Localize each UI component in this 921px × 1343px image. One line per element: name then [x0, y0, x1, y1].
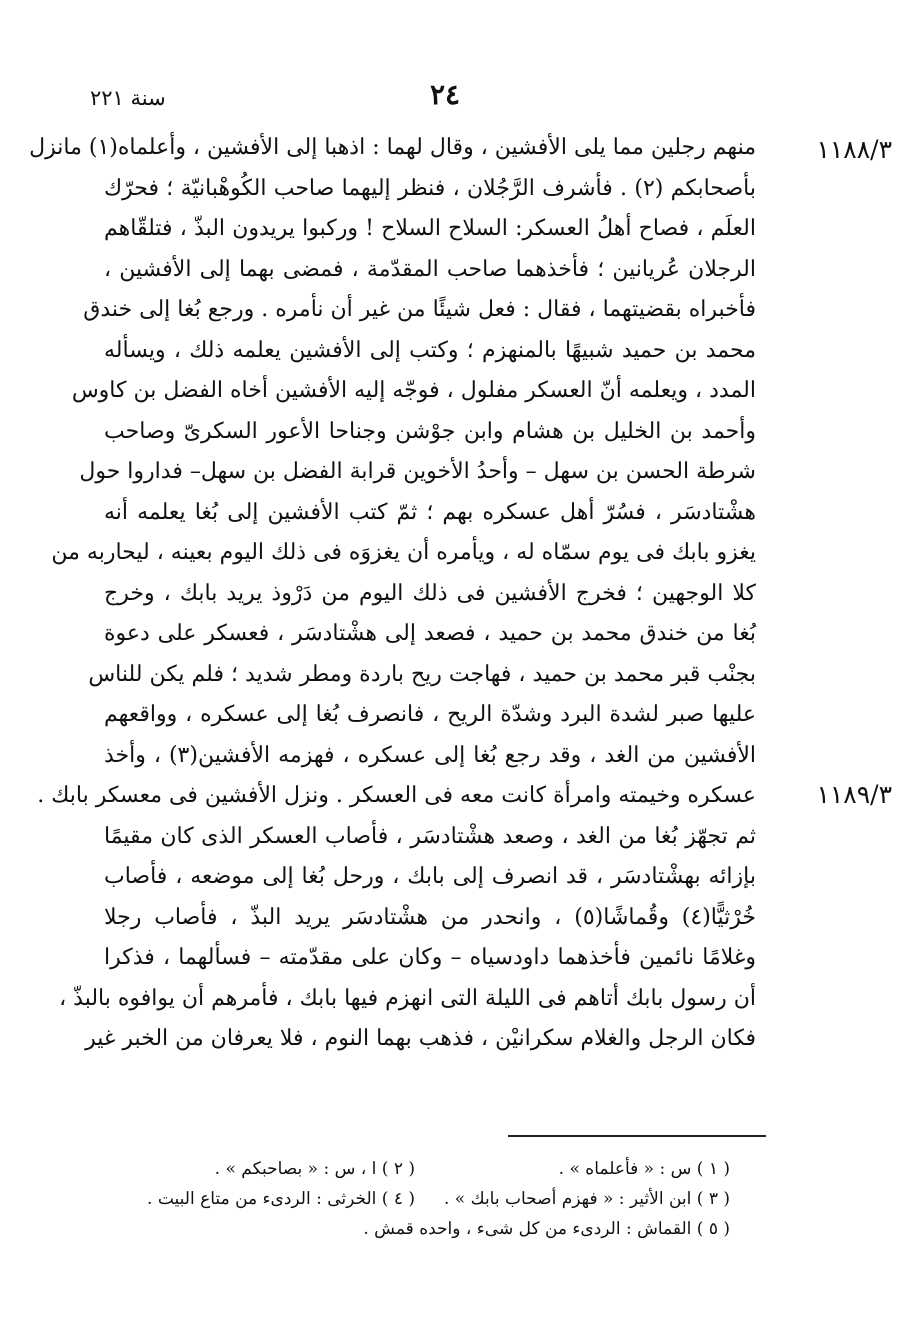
text-line: كلا الوجهين ؛ فخرج الأفشين فى ذلك اليوم من دَرْوذ يريد بابك ، وخرج: [104, 580, 756, 606]
footnote-row: [100, 1154, 730, 1184]
text-line: منهم رجلين مما يلى الأفشين ، وقال لهما : اذهبا إلى الأفشين ، وأعلماه(١) مانزل: [29, 135, 756, 160]
text-line: العلَم ، فصاح أهلُ العسكر: السلاح السلاح ! وركبوا يريدون البذّ ، فتلقّاهم: [104, 216, 756, 241]
text-line: بجنْب قبر محمد بن حميد ، فهاجت ريح باردة ومطر شديد ؛ فلم يكن للناس: [88, 661, 756, 687]
text-line: الرجلان عُريانين ؛ فأخذهما صاحب المقدّمة ، فمضى بهما إلى الأفشين ،: [104, 256, 756, 282]
text-line: محمد بن حميد شبيهًا بالمنهزم ؛ وكتب إلى الأفشين يعلمه ذلك ، ويسأله: [104, 337, 756, 363]
text-line: يغزو بابك فى يوم سمّاه له ، ويأمره أن يغزوَه فى ذلك اليوم بعينه ، ليحاربه من: [51, 540, 756, 565]
footnotes-block: [100, 1154, 730, 1244]
text-line: الأفشين من الغد ، وقد رجع بُغا إلى عسكره ، فهزمه الأفشين(٣) ، وأخذ: [104, 742, 757, 768]
text-line: المدد ، ويعلمه أنّ العسكر مفلول ، فوجّه إليه الأفشين أخاه الفضل بن كاوس: [71, 378, 756, 403]
footnote-1: ( ١ ) س : « فأعلماه » .: [558, 1159, 730, 1179]
page-number: ٢٤: [429, 78, 461, 111]
text-line: فأخبراه بقضيتهما ، فقال : فعل شيئًا من غير أن نأمره . ورجع بُغا إلى خندق: [83, 297, 756, 322]
text-line: خُرْثيًّا(٤) وقُماشًا(٥) ، وانحدر من هشْتادسَر يريد البذّ ، فأصاب رجلا: [104, 904, 757, 930]
text-line: بأصحابكم (٢) . فأشرف الرَّجُلان ، فنظر إليهما صاحب الكُوهْبانيّة ؛ فحرّك: [104, 175, 756, 201]
text-line: بُغا من خندق محمد بن حميد ، فصعد إلى هشْتادسَر ، فعسكر على دعوة: [104, 621, 756, 646]
margin-reference: ١١٨٩/٣: [816, 780, 892, 809]
main-text-block: [29, 128, 757, 1060]
footnote-row: [100, 1184, 730, 1214]
footnote-divider: [508, 1135, 766, 1137]
text-line: وأحمد بن الخليل بن هشام وابن جوْشن وجناحا الأعور السكرىّ وصاحب: [104, 418, 756, 444]
text-line: فكان الرجل والغلام سكرانيْن ، فذهب بهما النوم ، فلا يعرفان من الخبر غير: [85, 1026, 756, 1051]
text-line: هشْتادسَر ، فسُرّ أهل عسكره بهم ؛ ثمّ كتب الأفشين إلى بُغا يعلمه أنه: [104, 499, 756, 525]
footnote-row: [100, 1214, 730, 1244]
footnote-2: ( ٢ ) ا ، س : « بصاحبكم » .: [214, 1159, 415, 1179]
running-head-year: سنة ٢٢١: [90, 86, 166, 110]
footnote-3: ( ٣ ) ابن الأثير : « فهزم أصحاب بابك » .: [444, 1189, 730, 1209]
text-line: أن رسول بابك أتاهم فى الليلة التى انهزم فيها بابك ، فأمرهم أن يوافوه بالبذّ ،: [59, 985, 756, 1011]
text-line: عليها صبر لشدة البرد وشدّة الريح ، فانصرف بُغا إلى عسكره ، وواقعهم: [104, 702, 756, 727]
text-line: شرطة الحسن بن سهل – وأحدُ الأخوين قرابة الفضل بن سهل– فداروا حول: [79, 459, 756, 484]
margin-reference: ١١٨٨/٣: [816, 135, 892, 164]
text-line: وغلامًا نائمين فأخذهما داودسياه – وكان على مقدّمته – فسألهما ، فذكرا: [104, 945, 756, 970]
text-line: عسكره وخيمته وامرأة كانت معه فى العسكر . ونزل الأفشين فى معسكر بابك .: [37, 783, 756, 808]
footnote-5: ( ٥ ) القماش : الردىء من كل شىء ، واحده قمش .: [363, 1219, 730, 1239]
footnote-4: ( ٤ ) الخرثى : الردىء من متاع البيت .: [147, 1189, 415, 1209]
text-line: بإزائه بهشْتادسَر ، قد انصرف إلى بابك ، ورحل بُغا إلى موضعه ، فأصاب: [104, 864, 756, 889]
text-line: ثم تجهّز بُغا من الغد ، وصعد هشْتادسَر ، فأصاب العسكر الذى كان مقيمًا: [104, 823, 756, 849]
